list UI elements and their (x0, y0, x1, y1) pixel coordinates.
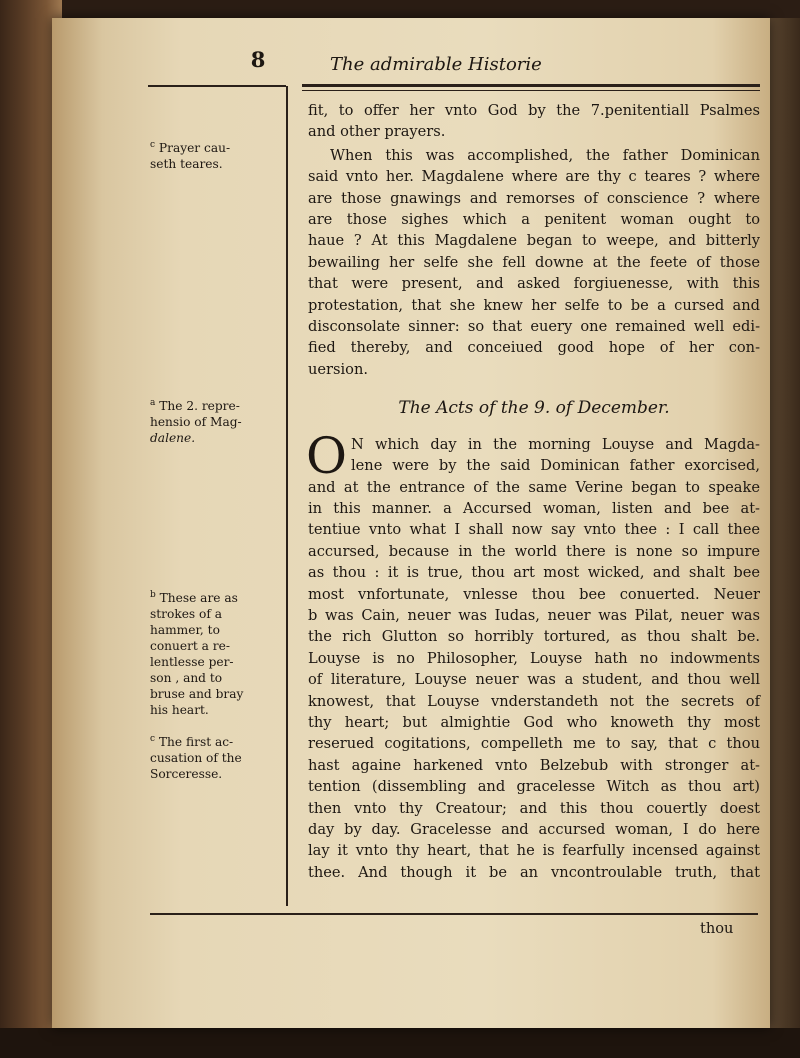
note-line: seth teares. (150, 157, 223, 171)
page-number: 8 (250, 47, 266, 72)
rule-top-right-thin (302, 90, 760, 91)
rule-bottom (150, 913, 758, 915)
note-line: his heart. (150, 703, 209, 717)
text-line: and other prayers. (308, 123, 446, 141)
catchword: thou (700, 920, 734, 937)
text-line: b was Cain, neuer was Iudas, neuer was Pilat, neuer was (308, 606, 760, 624)
text-line: thee. And though it be an vncontroulable truth, that (308, 863, 760, 881)
text-line: most vnfortunate, vnlesse thou bee conuerted. Neuer (308, 585, 760, 603)
note-line: dalene. (150, 431, 196, 445)
text-line: uersion. (308, 360, 368, 378)
text-line: tentiue vnto what I shall now say vnto thee : I call thee (308, 521, 760, 539)
text-line: protestation, that she knew her selfe to be a cursed and (308, 296, 760, 314)
rule-top-left (148, 85, 286, 87)
note-line: cusation of the (150, 751, 242, 765)
paragraph-3 (306, 426, 760, 884)
text-line: accursed, because in the world there is none so impure (308, 542, 760, 560)
text-line: knowest, that Louyse vnderstandeth not the secrets of (308, 692, 760, 710)
note-mark: a (150, 397, 156, 408)
text-line: fit, to offer her vnto God by the 7.penitentiall Psalmes (308, 102, 760, 119)
section-heading: The Acts of the 9. of December. (398, 398, 670, 419)
text-line: lay it vnto thy heart, that he is fearfully incensed against (308, 842, 760, 860)
running-title: The admirable Historie (330, 54, 542, 75)
note-line: The 2. repre- (159, 399, 240, 413)
text-line: haue ? At this Magdalene began to weepe, and bitterly (308, 232, 760, 250)
text-line: thy heart; but almightie God who knoweth thy most (308, 713, 760, 731)
margin-note-reprehension (150, 398, 282, 446)
paragraph-2 (308, 145, 760, 380)
text-line: N which day in the morning Louyse and Magda- (351, 435, 760, 453)
text-line: day by day. Gracelesse and accursed woman, I do here (308, 821, 760, 838)
note-line: son , and to (150, 671, 223, 685)
note-line: lentlesse per- (150, 655, 234, 669)
margin-note-prayer (150, 140, 282, 172)
margin-column-rule (286, 86, 288, 906)
text-line: as thou : it is true, thou art most wicked, and shalt bee (308, 564, 760, 582)
text-line: lene were by the said Dominican father exorcised, (351, 457, 760, 475)
note-line: hammer, to (150, 623, 220, 637)
paragraph-1 (308, 100, 760, 143)
text-line: the rich Glutton so horribly tortured, as thou shalt be. (308, 628, 760, 646)
text-line: reserued cogitations, compelleth me to say, that c thou (308, 735, 760, 753)
rule-top-right (302, 84, 760, 87)
note-line: Prayer cau- (158, 141, 231, 155)
text-line: are those gnawings and remorses of conscience ? where (308, 189, 760, 207)
note-line: The first ac- (158, 735, 234, 749)
note-line: These are as (159, 591, 238, 605)
background-bottom (0, 1028, 800, 1058)
text-line: fied thereby, and conceiued good hope of her con- (308, 339, 760, 357)
note-line: Sorceresse. (150, 767, 223, 781)
text-line: hast againe harkened vnto Belzebub with stronger at- (308, 756, 760, 774)
text-line: disconsolate sinner: so that euery one remained well edi- (308, 318, 760, 336)
text-line: said vnto her. Magdalene where are thy c teares ? where (308, 168, 760, 186)
note-mark: c (150, 139, 156, 150)
text-line: in this manner. a Accursed woman, listen and bee at- (308, 499, 760, 517)
text-line: bewailing her selfe she fell downe at the feete of those (308, 253, 760, 271)
note-line: strokes of a (150, 607, 223, 621)
drop-cap: O (306, 426, 347, 485)
note-line: hensio of Mag- (150, 415, 242, 429)
text-line: When this was accomplished, the father Dominican (330, 146, 760, 164)
margin-note-strokes (150, 590, 282, 718)
note-mark: c (150, 733, 156, 744)
text-line: are those sighes which a penitent woman ought to (308, 211, 760, 229)
margin-note-accusation (150, 734, 282, 782)
text-line: tention (dissembling and gracelesse Witch as thou art) (308, 778, 760, 796)
text-line: then vnto thy Creatour; and this thou couertly doest (308, 799, 760, 817)
text-line: Louyse is no Philosopher, Louyse hath no indowments (308, 649, 760, 667)
note-line: bruse and bray (150, 687, 244, 701)
note-mark: b (150, 589, 156, 600)
text-line: of literature, Louyse neuer was a student, and thou well (308, 671, 760, 689)
page-edge (770, 18, 800, 1028)
text-line: and at the entrance of the same Verine began to speake (308, 478, 760, 496)
text-line: that were present, and asked forgiuenesse, with this (308, 275, 760, 293)
note-line: conuert a re- (150, 639, 230, 653)
main-text-column (308, 100, 760, 883)
